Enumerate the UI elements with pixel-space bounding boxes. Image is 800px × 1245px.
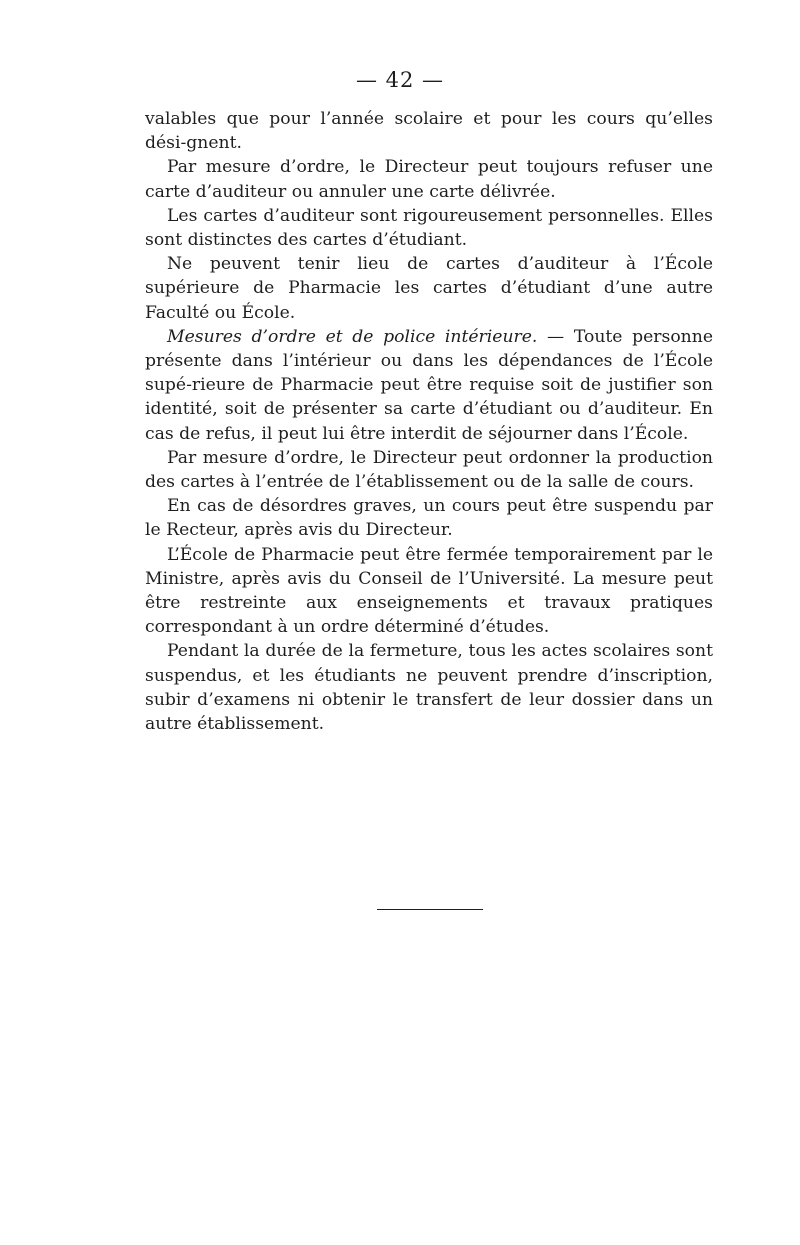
paragraph [145,325,713,446]
paragraph [145,204,713,252]
paragraph [145,107,713,155]
paragraph-lead: Mesures d’ordre et de police intérieure. [167,326,538,347]
body-text [145,107,713,736]
paragraph-text: Ne peuvent tenir lieu de cartes d’auditeur à l’École supérieure de Pharmacie les cartes d’étudiant d’une autre Faculté ou École. [145,254,713,323]
paragraph-text: valables que pour l’année scolaire et pour les cours qu’elles dési-gnent. [145,109,713,154]
paragraph-text: — Toute personne présente dans l’intérieur ou dans les dépendances de l’École supé-rieure de Pharmacie peut être requise soit de justifier son identité, soit de présenter sa carte d’étudiant ou d’auditeur. En cas de refus, il peut lui être interdit de séjourner dans l’École. [145,326,713,444]
paragraph [145,252,713,325]
paragraph-text: En cas de désordres graves, un cours peut être suspendu par le Recteur, après avis du Directeur. [145,496,713,541]
paragraph-text: Pendant la durée de la fermeture, tous les actes scolaires sont suspendus, et les étudiants ne peuvent prendre d’inscription, subir d’examens ni obtenir le transfert de leur dossier dans un autre établissement. [145,641,713,735]
paragraph [145,639,713,736]
paragraph [145,494,713,542]
page-number: — 42 — [355,68,445,92]
paragraph-text: L’École de Pharmacie peut être fermée temporairement par le Ministre, après avis du Conseil de l’Université. La mesure peut être restreinte aux enseignements et travaux pratiques correspondant à un ordre déterminé d’études. [145,544,713,638]
paragraph [145,543,713,640]
section-end-rule [377,909,483,910]
paragraph-text: Par mesure d’ordre, le Directeur peut ordonner la production des cartes à l’entrée de l’établissement ou de la salle de cours. [145,447,713,493]
paragraph-text: Les cartes d’auditeur sont rigoureusement personnelles. Elles sont distinctes des cartes d’étudiant. [145,205,713,251]
paragraph-text: Par mesure d’ordre, le Directeur peut toujours refuser une carte d’auditeur ou annuler une carte délivrée. [145,157,713,202]
paragraph [145,155,713,203]
paragraph [145,446,713,494]
